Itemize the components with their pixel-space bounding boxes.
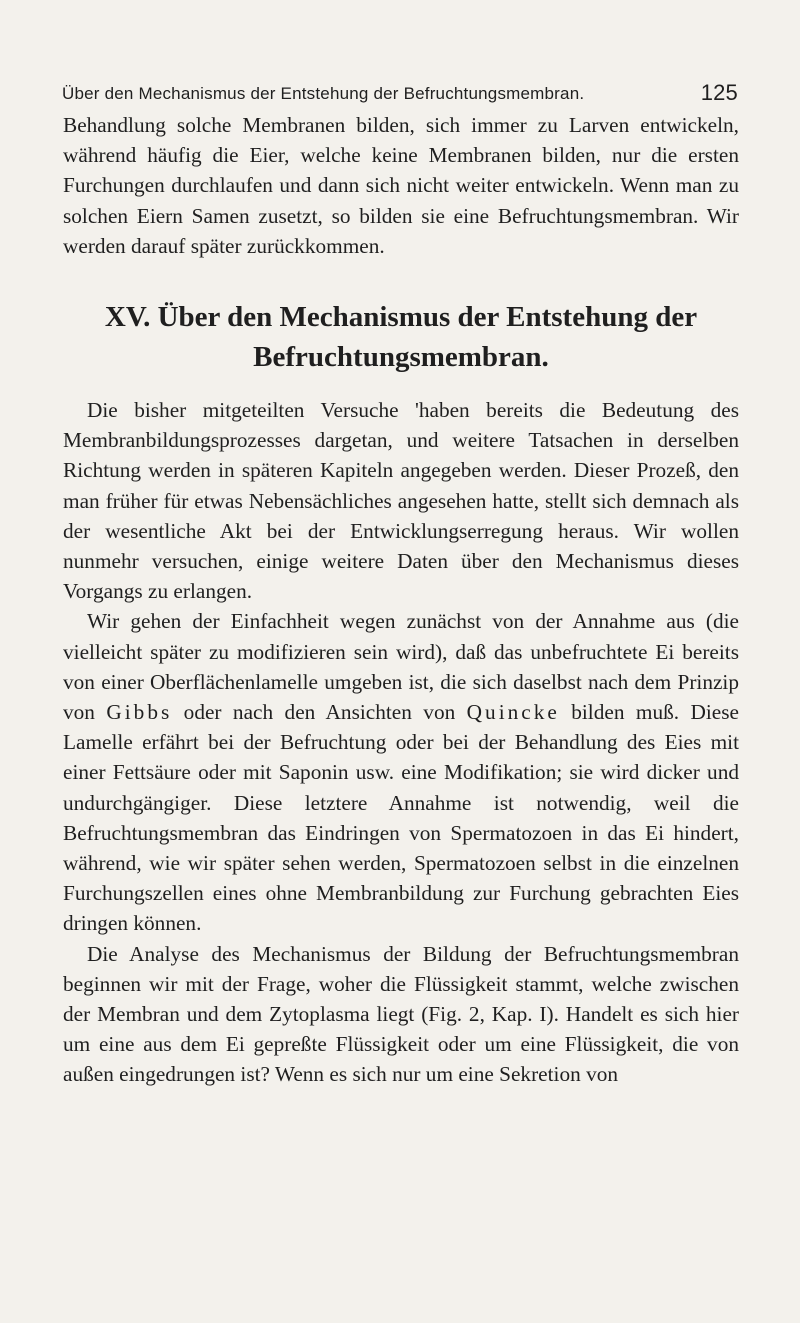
- paragraph-2-text-a: Wir gehen der Einfachheit wegen zunächst von der Annahme aus (die vielleicht später zu modifizieren sein wird), daß das unbefruchtete Ei bereits von einer Oberflächenlamelle umgeben ist, die sich daselbst nach dem Prinzip von: [63, 609, 739, 725]
- paragraph-1: Die bisher mitgeteilten Versuche 'haben bereits die Bedeutung des Membranbildungsprozesses dargetan, und weitere Tatsachen in derselben Richtung werden in späteren Kapiteln angegeben werden. Dieser Prozeß, den man früher für etwas Nebensächliches angesehen hatte, stellt sich demnach als der wesentliche Akt bei der Entwicklungserregung heraus. Wir wollen nunmehr versuchen, einige weitere Daten über den Mechanismus dieses Vorgangs zu erlangen.: [63, 398, 739, 604]
- paragraph-2: [63, 606, 739, 938]
- intro-paragraph: Behandlung solche Membranen bilden, sich immer zu Larven entwickeln, während häufig die Eier, welche keine Membranen bilden, nur die ersten Furchungen durchlaufen und dann sich nicht weiter entwickeln. Wenn man zu solchen Eiern Samen zusetzt, so bilden sie eine Befruchtungsmembran. Wir werden darauf später zurückkommen.: [63, 113, 739, 258]
- section-heading-line-1: XV. Über den Mechanismus der Entstehung der: [104, 301, 698, 334]
- page-number: 125: [700, 80, 738, 105]
- section-heading-line-2: Befruchtungsmembran.: [253, 341, 549, 374]
- body-text: [63, 110, 739, 1090]
- paragraph-2-text-c: bilden muß. Diese Lamelle erfährt bei der Befruchtung oder bei der Behandlung des Eies mit einer Fettsäure oder mit Saponin usw. eine Modifikation; sie wird dicker und undurchgängiger. Diese letztere Annahme ist notwendig, weil die Befruchtungsmembran das Eindringen von Spermatozoen in das Ei hindert, während, wie wir später sehen werden, Spermatozoen selbst in die einzelnen Furchungszellen eines ohne Membranbildung zur Furchung gebrachten Eies dringen können.: [63, 700, 739, 936]
- paragraph-3: Die Analyse des Mechanismus der Bildung der Befruchtungsmembran beginnen wir mit der Frage, woher die Flüssigkeit stammt, welche zwischen der Membran und dem Zytoplasma liegt (Fig. 2, Kap. I). Handelt es sich hier um eine aus dem Ei gepreßte Flüssigkeit oder um eine Flüssigkeit, die von außen eingedrungen ist? Wenn es sich nur um eine Sekretion von: [63, 941, 739, 1087]
- section-heading: [63, 297, 739, 377]
- running-header: [62, 80, 738, 110]
- paragraph-2-text-b: oder nach den Ansichten von: [172, 700, 467, 725]
- author-name-gibbs: Gibbs: [106, 700, 173, 725]
- running-title: Über den Mechanismus der Entstehung der Befruchtungsmembran.: [62, 84, 585, 103]
- author-name-quincke: Quincke: [466, 700, 560, 725]
